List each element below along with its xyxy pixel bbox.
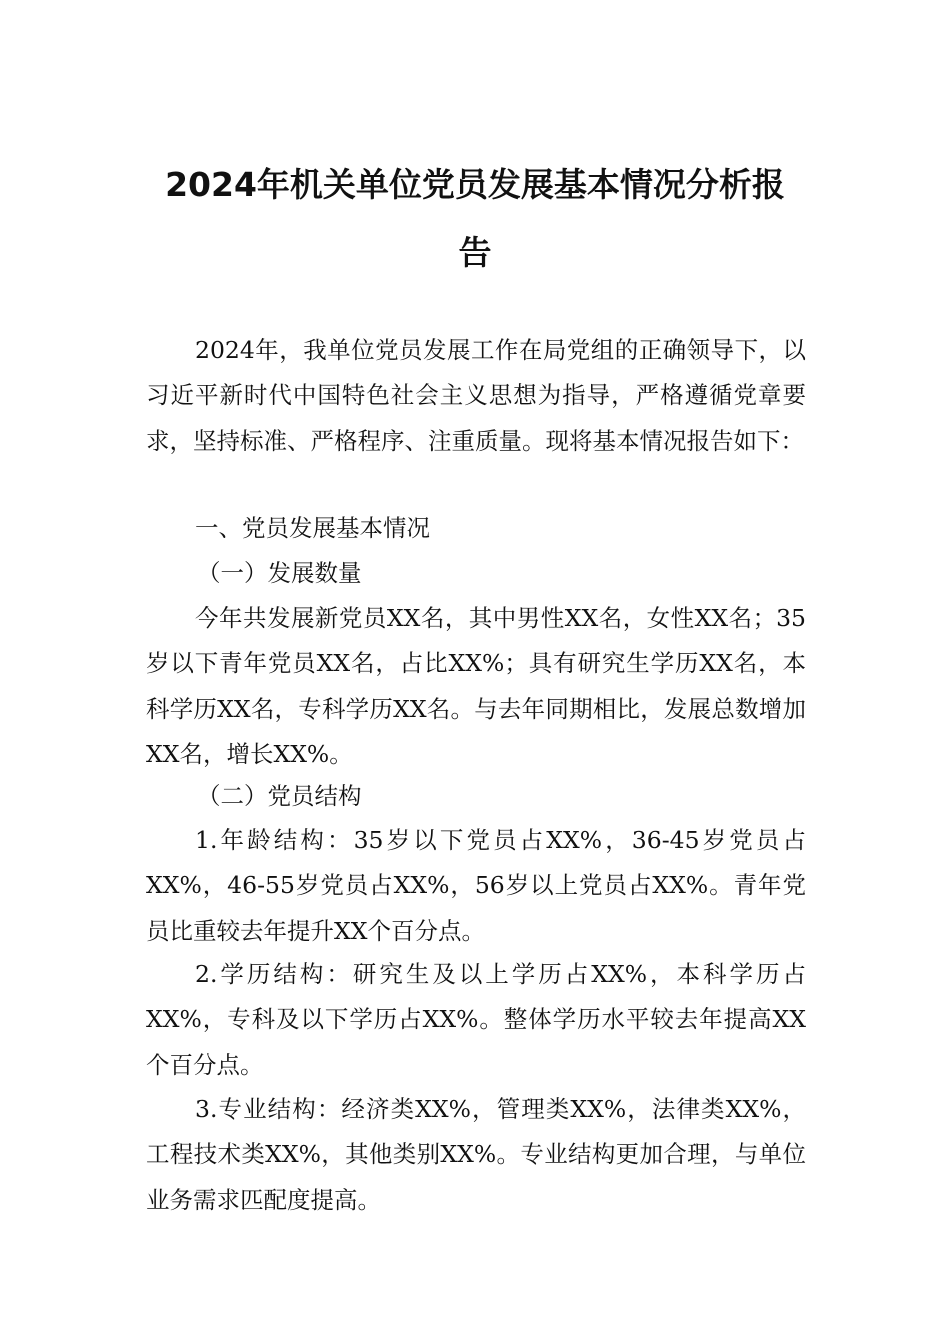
age-structure-paragraph: 1.年龄结构：35岁以下党员占XX%，36-45岁党员占XX%，46-55岁党员占XX%，56岁以上党员占XX%。青年党员比重较去年提升XX个百分点。 <box>146 826 806 945</box>
education-structure-paragraph: 2.学历结构：研究生及以上学历占XX%，本科学历占XX%，专科及以下学历占XX%。整体学历水平较去年提高XX个百分点。 <box>146 960 806 1079</box>
major-structure-paragraph: 3.专业结构：经济类XX%，管理类XX%，法律类XX%，工程技术类XX%，其他类别XX%。专业结构更加合理，与单位业务需求匹配度提高。 <box>146 1095 806 1214</box>
section-heading-1: 一、党员发展基本情况 <box>195 514 430 542</box>
subsection-heading-structure: （二）党员结构 <box>197 782 362 810</box>
document-title-line-1: 2024年机关单位党员发展基本情况分析报 <box>165 165 785 204</box>
quantity-paragraph: 今年共发展新党员XX名，其中男性XX名，女性XX名；35岁以下青年党员XX名，占比XX%；具有研究生学历XX名，本科学历XX名，专科学历XX名。与去年同期相比，发展总数增加XX名，增长XX%。 <box>146 604 806 768</box>
document-title-line-2: 告 <box>458 233 492 272</box>
intro-paragraph: 2024年，我单位党员发展工作在局党组的正确领导下，以习近平新时代中国特色社会主义思想为指导，严格遵循党章要求，坚持标准、严格程序、注重质量。现将基本情况报告如下： <box>146 336 806 455</box>
subsection-heading-quantity: （一）发展数量 <box>197 559 362 587</box>
